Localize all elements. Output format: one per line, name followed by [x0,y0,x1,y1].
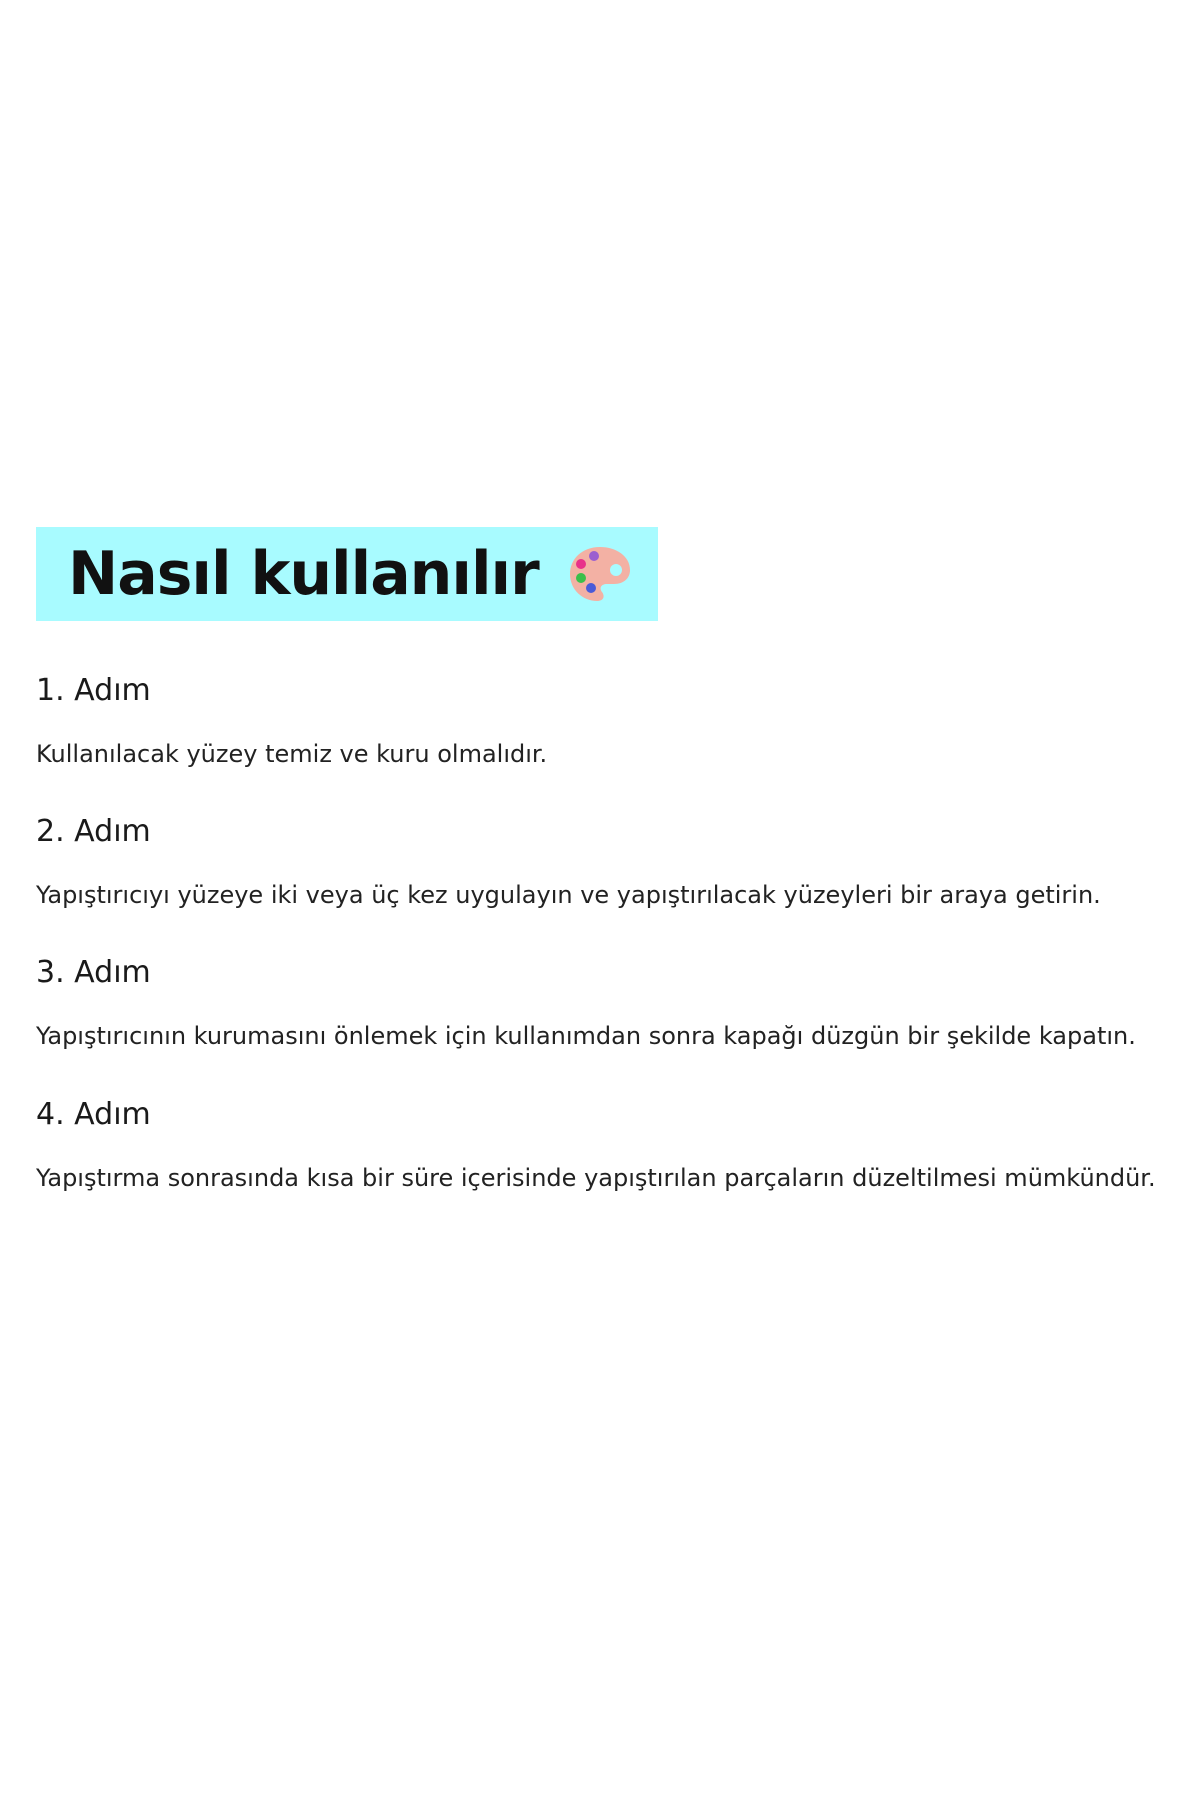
step-item [36,673,1176,770]
step-text: Yapıştırma sonrasında kısa bir süre içerisinde yapıştırılan parçaların düzeltilmesi mümkündür. [36,1163,1156,1192]
step-heading: 4. Adım [36,1096,151,1132]
step-heading: 3. Adım [36,955,151,991]
step-item [36,955,1176,1052]
step-text: Yapıştırıcıyı yüzeye iki veya üç kez uygulayın ve yapıştırılacak yüzeyleri bir araya getirin. [36,881,1101,910]
artist-palette-icon [567,544,633,604]
steps-list [36,673,1176,1194]
step-item [36,1097,1176,1194]
page-title: Nasıl kullanılır [68,539,539,609]
step-item [36,814,1176,911]
how-to-use-section [36,527,1176,1238]
step-text: Kullanılacak yüzey temiz ve kuru olmalıdır. [36,740,548,768]
step-text: Yapıştırıcının kurumasını önlemek için kullanımdan sonra kapağı düzgün bir şekilde kapatın. [36,1022,1136,1051]
step-heading: 2. Adım [36,814,151,850]
title-banner [36,527,658,621]
step-heading: 1. Adım [36,673,151,708]
